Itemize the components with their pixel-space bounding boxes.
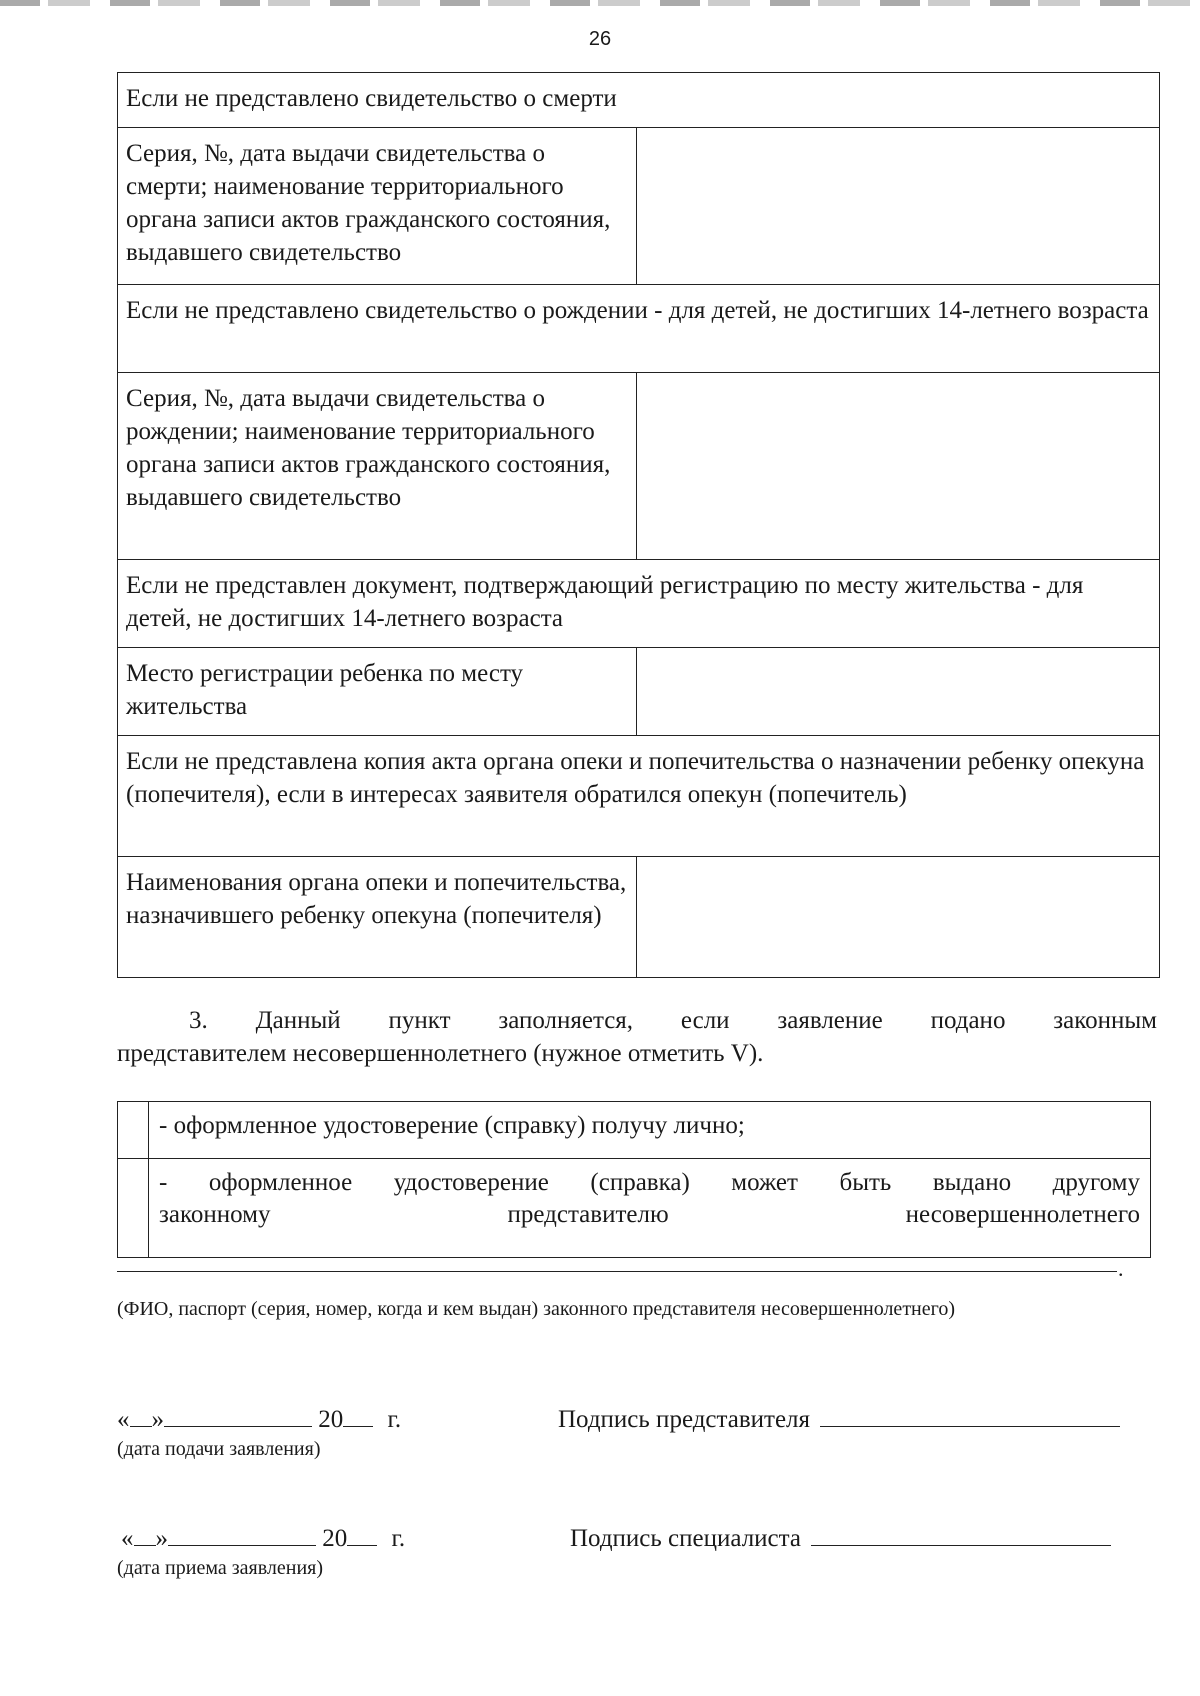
table-row xyxy=(118,1159,1151,1258)
close-quote: » xyxy=(155,1525,168,1552)
table-row xyxy=(118,736,1160,857)
acceptance-date-caption: (дата приема заявления) xyxy=(117,1557,324,1579)
table-row xyxy=(118,73,1160,128)
table-row xyxy=(118,648,1160,736)
section-header: Если не представлена копия акта органа опеки и попечительства о назначении ребенку опекуна (попечителя), если в интересах заявителя обратился опекун (попечитель) xyxy=(118,736,1160,857)
options-table xyxy=(117,1101,1151,1258)
fio-caption: (ФИО, паспорт (серия, номер, когда и кем выдан) законного представителя несовершеннолетнего) xyxy=(117,1298,955,1320)
representative-signature-field[interactable] xyxy=(820,1402,1120,1427)
year-field[interactable] xyxy=(347,1521,377,1546)
documents-table xyxy=(117,72,1160,978)
scan-artifact xyxy=(0,0,1200,6)
table-row xyxy=(118,285,1160,373)
month-field[interactable] xyxy=(168,1521,316,1546)
fio-period: . xyxy=(1118,1256,1124,1281)
field-label: Наименования органа опеки и попечительства, назначившего ребенку опекуна (попечителя) xyxy=(118,857,637,978)
year-suffix: г. xyxy=(387,1406,402,1433)
section-3-line-2: представителем несовершеннолетнего (нужное отметить V). xyxy=(117,1040,764,1067)
acceptance-date xyxy=(121,1521,405,1553)
section-header: Если не представлено свидетельство о рождении - для детей, не достигших 14-летнего возраста xyxy=(118,285,1160,373)
year-suffix: г. xyxy=(391,1525,406,1552)
table-row xyxy=(118,857,1160,978)
section-3-line-1: 3. Данный пункт заполняется, если заявление подано законным xyxy=(189,1007,1157,1034)
representative-signature-label: Подпись представителя xyxy=(558,1406,811,1433)
option-other-representative-text xyxy=(149,1159,1151,1258)
table-row xyxy=(118,128,1160,285)
year-field[interactable] xyxy=(343,1402,373,1427)
representative-signature xyxy=(558,1402,1120,1434)
specialist-signature-field[interactable] xyxy=(811,1521,1111,1546)
open-quote: « xyxy=(121,1525,134,1552)
option-line-2: законному представителю несовершеннолетнего xyxy=(159,1201,1140,1228)
option-checkbox-other-representative[interactable] xyxy=(118,1159,149,1258)
table-row xyxy=(118,560,1160,648)
month-field[interactable] xyxy=(164,1402,312,1427)
day-field[interactable] xyxy=(130,1402,152,1427)
section-header: Если не представлено свидетельство о смерти xyxy=(118,73,1160,128)
field-value[interactable] xyxy=(637,648,1160,736)
field-label: Место регистрации ребенка по месту жительства xyxy=(118,648,637,736)
field-value[interactable] xyxy=(637,857,1160,978)
table-row xyxy=(118,1102,1151,1159)
close-quote: » xyxy=(151,1406,164,1433)
field-value[interactable] xyxy=(637,128,1160,285)
section-3-paragraph xyxy=(117,1004,1157,1070)
open-quote: « xyxy=(117,1406,130,1433)
day-field[interactable] xyxy=(134,1521,156,1546)
table-row xyxy=(118,373,1160,560)
specialist-signature-label: Подпись специалиста xyxy=(570,1525,801,1552)
option-checkbox-personal[interactable] xyxy=(118,1102,149,1159)
page-number: 26 xyxy=(588,28,612,50)
specialist-signature xyxy=(570,1521,1111,1553)
option-personal-text: - оформленное удостоверение (справку) получу лично; xyxy=(149,1102,1151,1159)
fio-input-line[interactable] xyxy=(117,1271,1117,1272)
field-value[interactable] xyxy=(637,373,1160,560)
year-prefix: 20 xyxy=(318,1406,344,1433)
submission-date xyxy=(117,1402,401,1434)
field-label: Серия, №, дата выдачи свидетельства о смерти; наименование территориального органа записи актов гражданского состояния, выдавшего свидетельство xyxy=(118,128,637,285)
field-label: Серия, №, дата выдачи свидетельства о рождении; наименование территориального органа записи актов гражданского состояния, выдавшего свидетельство xyxy=(118,373,637,560)
option-line-1: - оформленное удостоверение (справка) может быть выдано другому xyxy=(159,1169,1140,1196)
submission-date-caption: (дата подачи заявления) xyxy=(117,1438,321,1460)
section-header: Если не представлен документ, подтверждающий регистрацию по месту жительства - для детей, не достигших 14-летнего возраста xyxy=(118,560,1160,648)
year-prefix: 20 xyxy=(322,1525,348,1552)
